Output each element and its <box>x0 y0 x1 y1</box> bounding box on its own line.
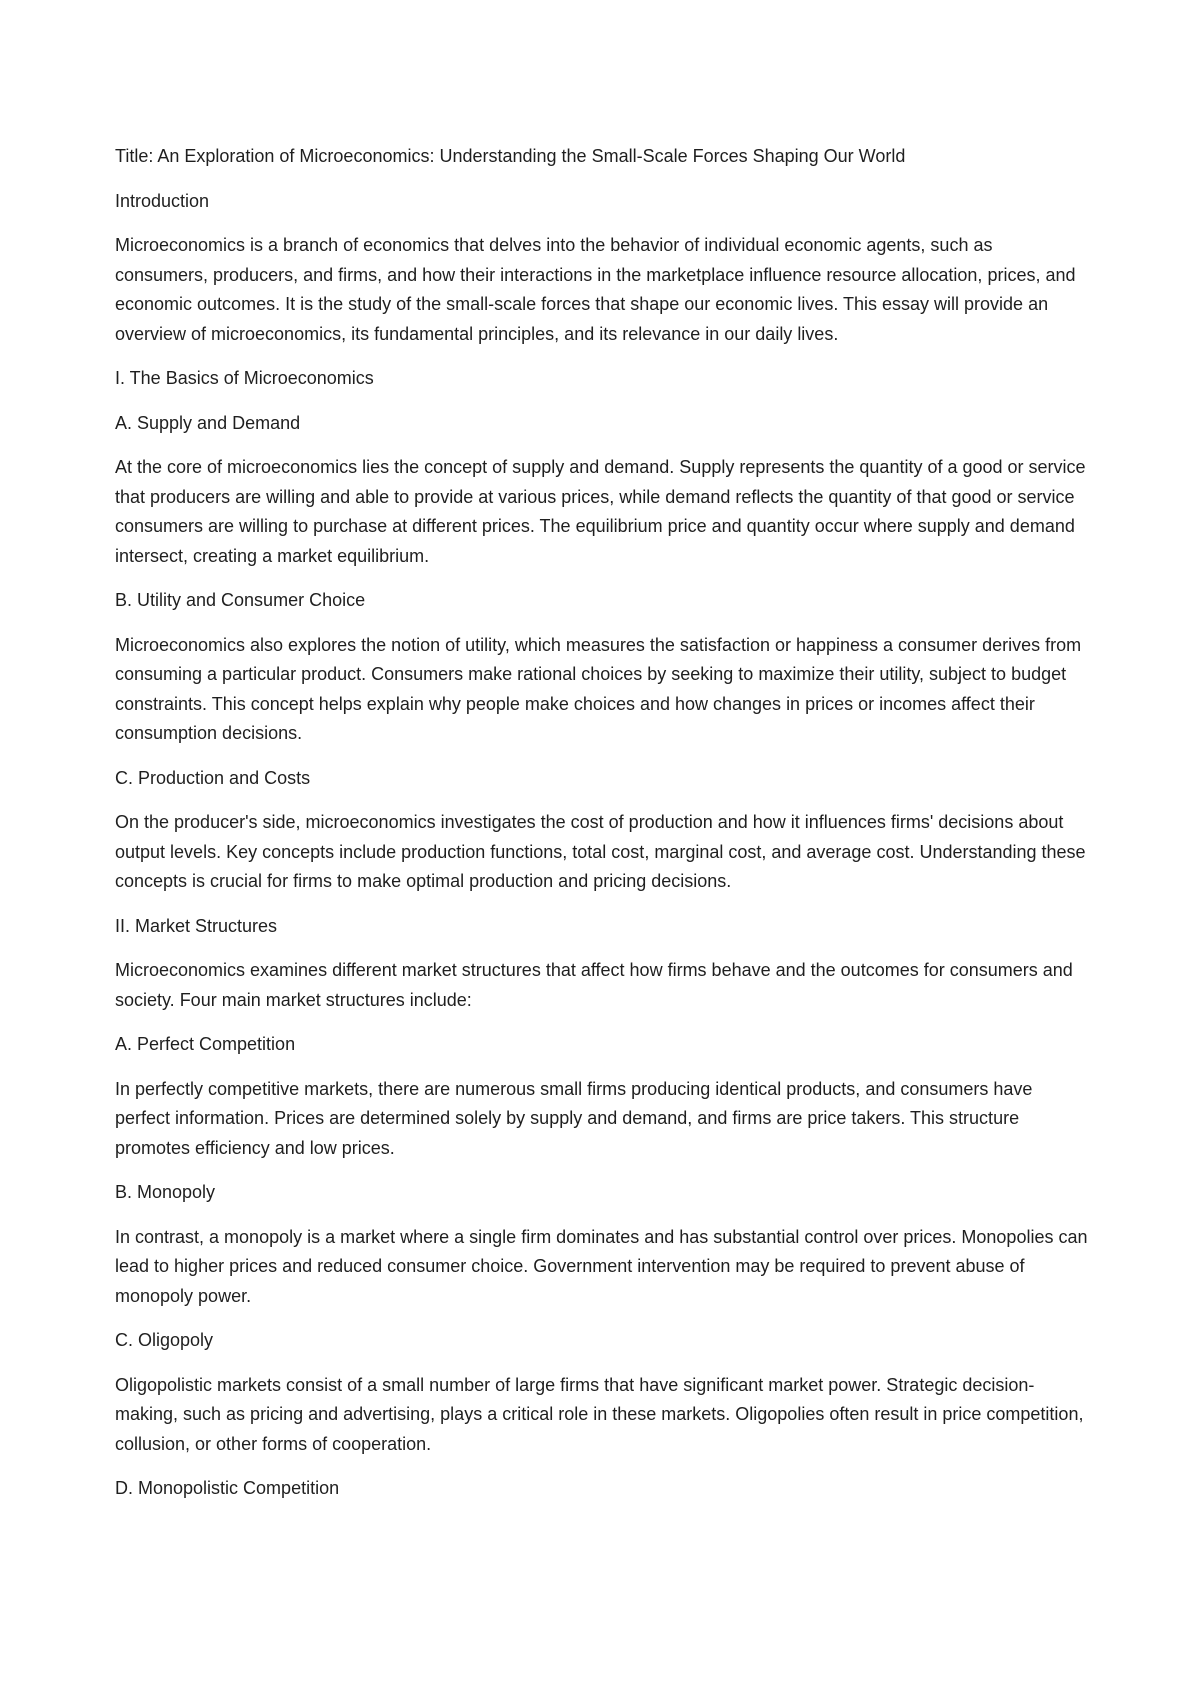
subheading-monopoly: B. Monopoly <box>115 1182 216 1202</box>
paragraph-supply-demand: At the core of microeconomics lies the concept of supply and demand. Supply represents the quantity of a good or service that producers are willing and able to provide at various prices, while demand reflects the quantity of that good or service consumers are willing to purchase at different prices. The equilibrium price and quantity occur where supply and demand intersect, creating a market equilibrium. <box>115 457 1086 566</box>
section-heading-basics: I. The Basics of Microeconomics <box>115 368 374 388</box>
section-heading-introduction: Introduction <box>115 190 210 211</box>
paragraph-production-costs: On the producer's side, microeconomics investigates the cost of production and how it influences firms' decisions about output levels. Key concepts include production functions, total cost, marginal cost, and average cost. Understanding these concepts is crucial for firms to make optimal production and pricing decisions. <box>115 812 1086 891</box>
paragraph-market-structures: Microeconomics examines different market structures that affect how firms behave and the outcomes for consumers and society. Four main market structures include: <box>115 960 1073 1010</box>
paragraph-oligopoly: Oligopolistic markets consist of a small number of large firms that have significant market power. Strategic decision-making, such as pricing and advertising, plays a critical role in these markets. Oligopolies often result in price competition, collusion, or other forms of cooperation. <box>115 1374 1084 1454</box>
subheading-monopolistic-competition: D. Monopolistic Competition <box>115 1478 340 1498</box>
section-heading-market-structures: II. Market Structures <box>115 915 278 936</box>
paragraph-perfect-competition: In perfectly competitive markets, there are numerous small firms producing identical products, and consumers have perfect information. Prices are determined solely by supply and demand, and firms are price takers. This structure promotes efficiency and low prices. <box>115 1078 1033 1158</box>
paragraph-utility: Microeconomics also explores the notion of utility, which measures the satisfaction or happiness a consumer derives from consuming a particular product. Consumers make rational choices by seeking to maximize their utility, subject to budget constraints. This concept helps explain why people make choices and how changes in prices or incomes affect their consumption decisions. <box>115 634 1082 743</box>
subheading-utility: B. Utility and Consumer Choice <box>115 590 366 610</box>
paragraph-introduction: Microeconomics is a branch of economics that delves into the behavior of individual economic agents, such as consumers, producers, and firms, and how their interactions in the marketplace influence resource allocation, prices, and economic outcomes. It is the study of the small-scale forces that shape our economic lives. This essay will provide an overview of microeconomics, its fundamental principles, and its relevance in our daily lives. <box>115 235 1076 344</box>
subheading-perfect-competition: A. Perfect Competition <box>115 1034 296 1054</box>
subheading-supply-demand: A. Supply and Demand <box>115 412 301 433</box>
document-title: Title: An Exploration of Microeconomics: Understanding the Small-Scale Forces Shaping Our World <box>115 146 906 166</box>
paragraph-monopoly: In contrast, a monopoly is a market where a single firm dominates and has substantial control over prices. Monopolies can lead to higher prices and reduced consumer choice. Government intervention may be required to prevent abuse of monopoly power. <box>115 1226 1088 1306</box>
subheading-production-costs: C. Production and Costs <box>115 767 311 788</box>
subheading-oligopoly: C. Oligopoly <box>115 1330 214 1350</box>
